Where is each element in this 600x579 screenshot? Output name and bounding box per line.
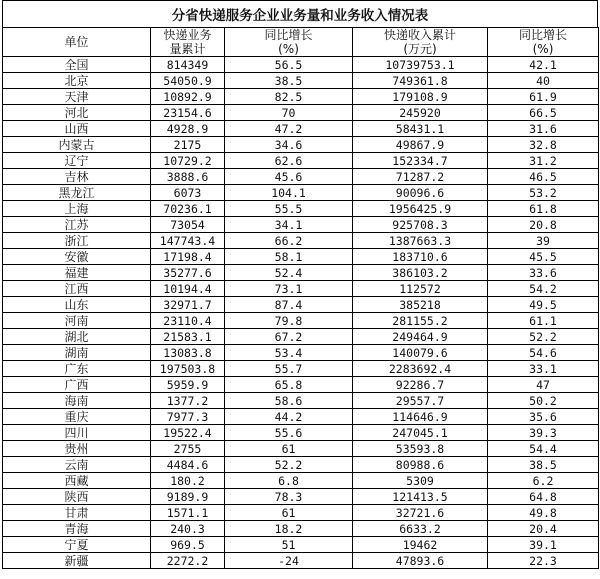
cell-volume: 23154.6 [151, 105, 225, 121]
cell-volume-growth: 79.8 [225, 313, 353, 329]
cell-volume-growth: 67.2 [225, 329, 353, 345]
cell-volume: 19522.4 [151, 425, 225, 441]
cell-revenue-growth: 38.5 [488, 457, 599, 473]
cell-revenue-growth: 54.6 [488, 345, 599, 361]
table-row [3, 409, 599, 425]
cell-volume-growth: 62.6 [225, 153, 353, 169]
cell-revenue-growth: 20.4 [488, 521, 599, 537]
cell-volume: 13083.8 [151, 345, 225, 361]
cell-revenue-growth: 49.8 [488, 505, 599, 521]
cell-volume: 2755 [151, 441, 225, 457]
cell-unit: 上海 [3, 201, 151, 217]
cell-volume: 180.2 [151, 473, 225, 489]
table-row [3, 217, 599, 233]
table-row [3, 89, 599, 105]
cell-volume: 73054 [151, 217, 225, 233]
table-row [3, 537, 599, 553]
cell-volume-growth: 58.6 [225, 393, 353, 409]
cell-volume: 23110.4 [151, 313, 225, 329]
cell-volume-growth: 55.7 [225, 361, 353, 377]
header-volume-line1: 快递业务 [163, 28, 212, 42]
table-row [3, 153, 599, 169]
cell-unit: 浙江 [3, 233, 151, 249]
table-row [3, 521, 599, 537]
table-row [3, 553, 599, 569]
cell-revenue-growth: 32.8 [488, 137, 599, 153]
table-row [3, 297, 599, 313]
cell-volume: 4484.6 [151, 457, 225, 473]
header-row [3, 28, 599, 57]
cell-revenue: 245920 [353, 105, 488, 121]
table-row [3, 425, 599, 441]
table-row [3, 265, 599, 281]
cell-revenue-growth: 31.2 [488, 153, 599, 169]
cell-revenue-growth: 40 [488, 73, 599, 89]
table-row [3, 329, 599, 345]
cell-volume: 4928.9 [151, 121, 225, 137]
table-row [3, 441, 599, 457]
cell-unit: 新疆 [3, 553, 151, 569]
cell-revenue: 92286.7 [353, 377, 488, 393]
cell-revenue: 247045.1 [353, 425, 488, 441]
cell-volume: 5959.9 [151, 377, 225, 393]
cell-revenue-growth: 20.8 [488, 217, 599, 233]
cell-unit: 福建 [3, 265, 151, 281]
cell-volume-growth: 104.1 [225, 185, 353, 201]
cell-revenue: 121413.5 [353, 489, 488, 505]
cell-revenue: 71287.2 [353, 169, 488, 185]
cell-volume: 70236.1 [151, 201, 225, 217]
cell-volume-growth: 56.5 [225, 57, 353, 73]
cell-revenue: 29557.7 [353, 393, 488, 409]
cell-revenue-growth: 64.8 [488, 489, 599, 505]
cell-revenue-growth: 54.2 [488, 281, 599, 297]
cell-unit: 江西 [3, 281, 151, 297]
table-row [3, 169, 599, 185]
cell-revenue-growth: 46.5 [488, 169, 599, 185]
cell-revenue: 90096.6 [353, 185, 488, 201]
cell-volume: 6073 [151, 185, 225, 201]
cell-unit: 安徽 [3, 249, 151, 265]
cell-volume-growth: 55.6 [225, 425, 353, 441]
cell-volume: 814349 [151, 57, 225, 73]
cell-volume: 10729.2 [151, 153, 225, 169]
cell-volume: 32971.7 [151, 297, 225, 313]
data-table [2, 27, 599, 569]
cell-revenue-growth: 6.2 [488, 473, 599, 489]
cell-revenue: 32721.6 [353, 505, 488, 521]
cell-revenue: 80988.6 [353, 457, 488, 473]
cell-unit: 海南 [3, 393, 151, 409]
cell-revenue-growth: 61.1 [488, 313, 599, 329]
cell-volume: 2272.2 [151, 553, 225, 569]
cell-volume-growth: 47.2 [225, 121, 353, 137]
cell-volume-growth: 61 [225, 441, 353, 457]
cell-revenue-growth: 39.1 [488, 537, 599, 553]
cell-revenue: 386103.2 [353, 265, 488, 281]
cell-revenue-growth: 39 [488, 233, 599, 249]
cell-unit: 内蒙古 [3, 137, 151, 153]
header-revenue-growth [488, 28, 599, 57]
cell-revenue-growth: 45.5 [488, 249, 599, 265]
cell-volume-growth: -24 [225, 553, 353, 569]
cell-volume: 197503.8 [151, 361, 225, 377]
page [2, 0, 598, 577]
cell-revenue-growth: 35.6 [488, 409, 599, 425]
cell-volume: 969.5 [151, 537, 225, 553]
header-revenue-growth-line1: 同比增长 [518, 28, 567, 42]
cell-unit: 湖北 [3, 329, 151, 345]
table-row [3, 505, 599, 521]
cell-unit: 湖南 [3, 345, 151, 361]
table-row [3, 313, 599, 329]
cell-unit: 青海 [3, 521, 151, 537]
cell-revenue: 112572 [353, 281, 488, 297]
cell-volume: 240.3 [151, 521, 225, 537]
cell-unit: 河北 [3, 105, 151, 121]
cell-revenue-growth: 54.4 [488, 441, 599, 457]
cell-revenue-growth: 50.2 [488, 393, 599, 409]
cell-revenue-growth: 31.6 [488, 121, 599, 137]
cell-revenue: 58431.1 [353, 121, 488, 137]
cell-revenue: 2283692.4 [353, 361, 488, 377]
cell-unit: 全国 [3, 57, 151, 73]
table-row [3, 473, 599, 489]
cell-revenue: 281155.2 [353, 313, 488, 329]
cell-revenue: 49867.9 [353, 137, 488, 153]
header-revenue-growth-line2: (%) [532, 42, 554, 56]
cell-volume-growth: 61 [225, 505, 353, 521]
header-volume [151, 28, 225, 57]
cell-revenue: 5309 [353, 473, 488, 489]
cell-volume-growth: 87.4 [225, 297, 353, 313]
table-row [3, 361, 599, 377]
cell-revenue: 925708.3 [353, 217, 488, 233]
header-revenue-line2: (万元) [403, 42, 437, 56]
table-body [3, 57, 599, 569]
cell-unit: 陕西 [3, 489, 151, 505]
table-row [3, 121, 599, 137]
cell-volume: 10194.4 [151, 281, 225, 297]
cell-revenue-growth: 52.2 [488, 329, 599, 345]
cell-unit: 贵州 [3, 441, 151, 457]
cell-revenue: 249464.9 [353, 329, 488, 345]
table-row [3, 489, 599, 505]
cell-volume: 7977.3 [151, 409, 225, 425]
cell-revenue: 1387663.3 [353, 233, 488, 249]
cell-unit: 云南 [3, 457, 151, 473]
table-title: 分省快递服务企业业务量和业务收入情况表 [2, 0, 598, 27]
cell-revenue: 47893.6 [353, 553, 488, 569]
cell-volume-growth: 45.6 [225, 169, 353, 185]
cell-revenue: 114646.9 [353, 409, 488, 425]
cell-volume: 147743.4 [151, 233, 225, 249]
table-row [3, 105, 599, 121]
cell-revenue-growth: 53.2 [488, 185, 599, 201]
cell-unit: 甘肃 [3, 505, 151, 521]
cell-unit: 西藏 [3, 473, 151, 489]
cell-volume-growth: 82.5 [225, 89, 353, 105]
cell-revenue-growth: 61.9 [488, 89, 599, 105]
cell-unit: 辽宁 [3, 153, 151, 169]
cell-revenue: 152334.7 [353, 153, 488, 169]
cell-revenue: 749361.8 [353, 73, 488, 89]
cell-unit: 广西 [3, 377, 151, 393]
cell-revenue-growth: 49.5 [488, 297, 599, 313]
cell-revenue: 183710.6 [353, 249, 488, 265]
header-volume-growth-line2: (%) [278, 42, 299, 56]
cell-unit: 四川 [3, 425, 151, 441]
cell-revenue-growth: 47 [488, 377, 599, 393]
cell-volume-growth: 66.2 [225, 233, 353, 249]
cell-volume-growth: 65.8 [225, 377, 353, 393]
cell-volume: 17198.4 [151, 249, 225, 265]
cell-volume: 54050.9 [151, 73, 225, 89]
cell-revenue-growth: 33.6 [488, 265, 599, 281]
table-row [3, 377, 599, 393]
cell-revenue: 10739753.1 [353, 57, 488, 73]
cell-volume-growth: 38.5 [225, 73, 353, 89]
table-row [3, 393, 599, 409]
table-row [3, 137, 599, 153]
cell-volume: 1571.1 [151, 505, 225, 521]
cell-volume-growth: 52.4 [225, 265, 353, 281]
cell-revenue: 1956425.9 [353, 201, 488, 217]
table-row [3, 281, 599, 297]
cell-volume: 3888.6 [151, 169, 225, 185]
table-row [3, 57, 599, 73]
cell-volume: 21583.1 [151, 329, 225, 345]
cell-volume-growth: 70 [225, 105, 353, 121]
cell-volume-growth: 34.1 [225, 217, 353, 233]
cell-volume-growth: 6.8 [225, 473, 353, 489]
cell-revenue-growth: 22.3 [488, 553, 599, 569]
cell-volume-growth: 52.2 [225, 457, 353, 473]
cell-revenue-growth: 33.1 [488, 361, 599, 377]
cell-revenue: 385218 [353, 297, 488, 313]
cell-revenue-growth: 39.3 [488, 425, 599, 441]
cell-revenue: 53593.8 [353, 441, 488, 457]
cell-volume-growth: 18.2 [225, 521, 353, 537]
table-row [3, 233, 599, 249]
cell-volume: 35277.6 [151, 265, 225, 281]
cell-revenue: 19462 [353, 537, 488, 553]
cell-volume-growth: 34.6 [225, 137, 353, 153]
cell-revenue-growth: 61.8 [488, 201, 599, 217]
table-row [3, 345, 599, 361]
cell-volume: 1377.2 [151, 393, 225, 409]
header-unit: 单位 [3, 28, 151, 57]
cell-revenue-growth: 66.5 [488, 105, 599, 121]
cell-unit: 天津 [3, 89, 151, 105]
cell-volume-growth: 73.1 [225, 281, 353, 297]
cell-unit: 北京 [3, 73, 151, 89]
cell-volume: 2175 [151, 137, 225, 153]
table-row [3, 249, 599, 265]
header-volume-growth [225, 28, 353, 57]
cell-volume: 10892.9 [151, 89, 225, 105]
cell-unit: 山西 [3, 121, 151, 137]
header-volume-line2: 量累计 [169, 42, 206, 56]
cell-volume-growth: 51 [225, 537, 353, 553]
cell-revenue: 6633.2 [353, 521, 488, 537]
cell-unit: 山东 [3, 297, 151, 313]
table-row [3, 457, 599, 473]
cell-volume-growth: 58.1 [225, 249, 353, 265]
cell-volume: 9189.9 [151, 489, 225, 505]
header-revenue [353, 28, 488, 57]
cell-revenue: 179108.9 [353, 89, 488, 105]
cell-volume-growth: 55.5 [225, 201, 353, 217]
cell-volume-growth: 53.4 [225, 345, 353, 361]
table-row [3, 201, 599, 217]
cell-unit: 重庆 [3, 409, 151, 425]
table-row [3, 185, 599, 201]
cell-volume-growth: 78.3 [225, 489, 353, 505]
cell-unit: 广东 [3, 361, 151, 377]
header-revenue-line1: 快递收入累计 [383, 28, 456, 42]
cell-unit: 黑龙江 [3, 185, 151, 201]
cell-revenue: 140079.6 [353, 345, 488, 361]
cell-unit: 江苏 [3, 217, 151, 233]
cell-revenue-growth: 42.1 [488, 57, 599, 73]
cell-unit: 宁夏 [3, 537, 151, 553]
cell-volume-growth: 44.2 [225, 409, 353, 425]
table-row [3, 73, 599, 89]
cell-unit: 吉林 [3, 169, 151, 185]
cell-unit: 河南 [3, 313, 151, 329]
header-volume-growth-line1: 同比增长 [264, 28, 313, 42]
